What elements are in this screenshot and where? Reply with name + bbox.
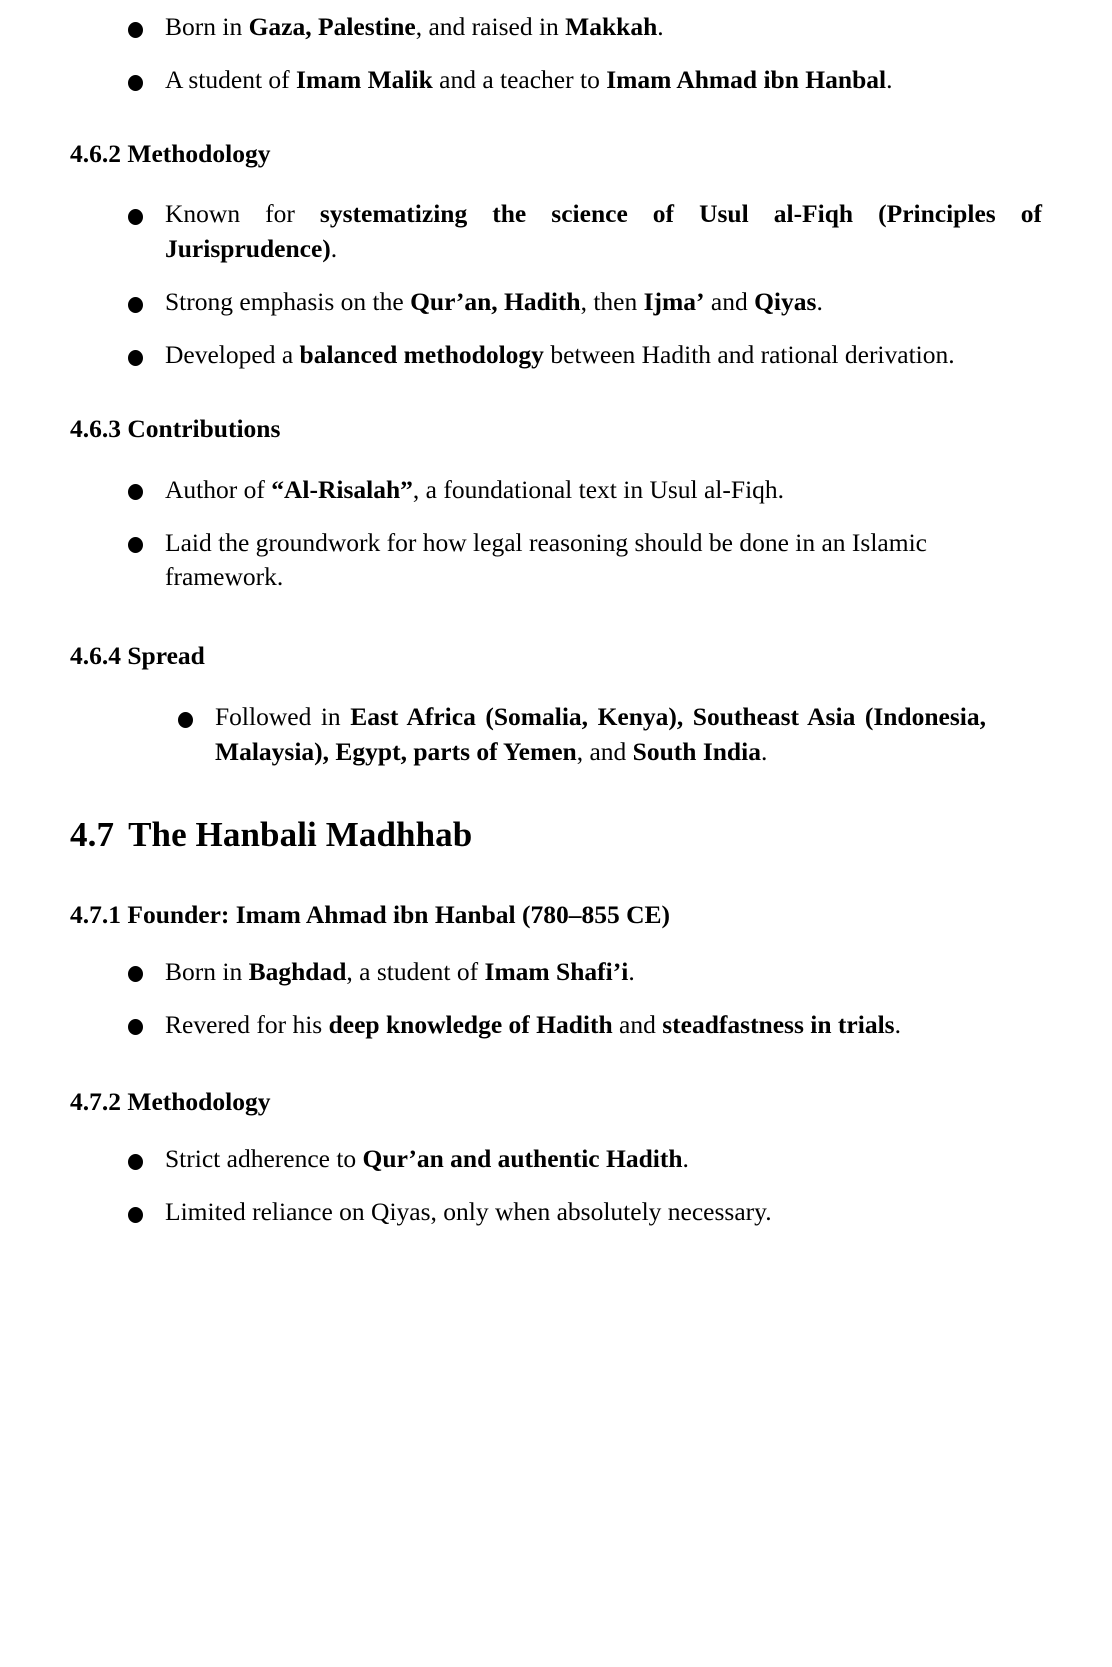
list-item-text: Known for systematizing the science of Usul al-Fiqh (Principles of Jurisprudence). [165,199,1042,263]
list-item [70,1195,1042,1229]
list-item [70,63,1042,97]
list-item-text: Born in Baghdad, a student of Imam Shafi’i. [165,956,635,986]
list-item [120,700,986,769]
bullet-list-4-6-4 [70,700,1042,769]
bullet-dot-icon [128,484,143,500]
bullet-dot-icon [128,1154,143,1170]
list-item-text: Revered for his deep knowledge of Hadith and steadfastness in trials. [165,1009,901,1039]
bullet-dot-icon [128,966,143,982]
list-item [70,526,1042,595]
heading-4-7-text: The Hanbali Madhhab [128,814,473,854]
bullet-list [70,1142,1042,1230]
list-item-text: Developed a balanced methodology between Hadith and rational derivation. [165,340,955,370]
heading-4-7-number: 4.7 [70,814,115,854]
heading-4-7-1: 4.7.1 Founder: Imam Ahmad ibn Hanbal (780–855 CE) [70,899,671,929]
list-item [70,955,1042,989]
bullet-dot-icon [178,712,193,728]
bullet-list-4-7-1 [70,955,1042,1043]
list-item-text: Followed in East Africa (Somalia, Kenya), Southeast Asia (Indonesia, Malaysia), Egypt, parts of Yemen, and South India. [215,702,986,766]
bullet-dot-icon [128,537,143,553]
bullet-list [70,10,1042,98]
bullet-list [70,473,1042,595]
heading-4-6-2: 4.6.2 Methodology [70,138,271,168]
bullet-dot-icon [128,209,143,225]
list-item-text: Laid the groundwork for how legal reasoning should be done in an Islamic framework. [165,527,927,592]
bullet-list [70,700,1042,769]
list-item [70,10,1042,44]
list-item [70,197,1042,266]
bullet-list-4-6-3 [70,473,1042,595]
list-item [70,1142,1042,1176]
bullet-list-4-6-2 [70,197,1042,372]
bullet-dot-icon [128,1207,143,1223]
bullet-dot-icon [128,22,143,38]
heading-4-6-3: 4.6.3 Contributions [70,413,281,443]
list-item [70,1008,1042,1042]
bullet-dot-icon [128,350,143,366]
list-item-text: A student of Imam Malik and a teacher to Imam Ahmad ibn Hanbal. [165,65,893,95]
bullet-list [70,197,1042,372]
list-item-text: Limited reliance on Qiyas, only when absolutely necessary. [165,1197,772,1227]
list-item-text: Strict adherence to Qur’an and authentic Hadith. [165,1143,689,1173]
list-item-text: Author of “Al-Risalah”, a foundational text in Usul al-Fiqh. [165,474,785,504]
list-item-text: Strong emphasis on the Qur’an, Hadith, then Ijma’ and Qiyas. [165,287,823,317]
bullet-list [70,955,1042,1043]
bullet-dot-icon [128,75,143,91]
list-item [70,285,1042,319]
bullet-list-4-7-2 [70,1142,1042,1230]
list-item [70,338,1042,372]
heading-4-7-2: 4.7.2 Methodology [70,1087,271,1117]
page-content [70,0,1042,1230]
heading-4-7 [70,813,1042,857]
list-item-text: Born in Gaza, Palestine, and raised in Makkah. [165,12,664,41]
bullet-dot-icon [128,1019,143,1035]
bullet-list-4-6-1 [70,10,1042,98]
bullet-dot-icon [128,297,143,313]
list-item [70,473,1042,507]
heading-4-6-4: 4.6.4 Spread [70,641,205,671]
